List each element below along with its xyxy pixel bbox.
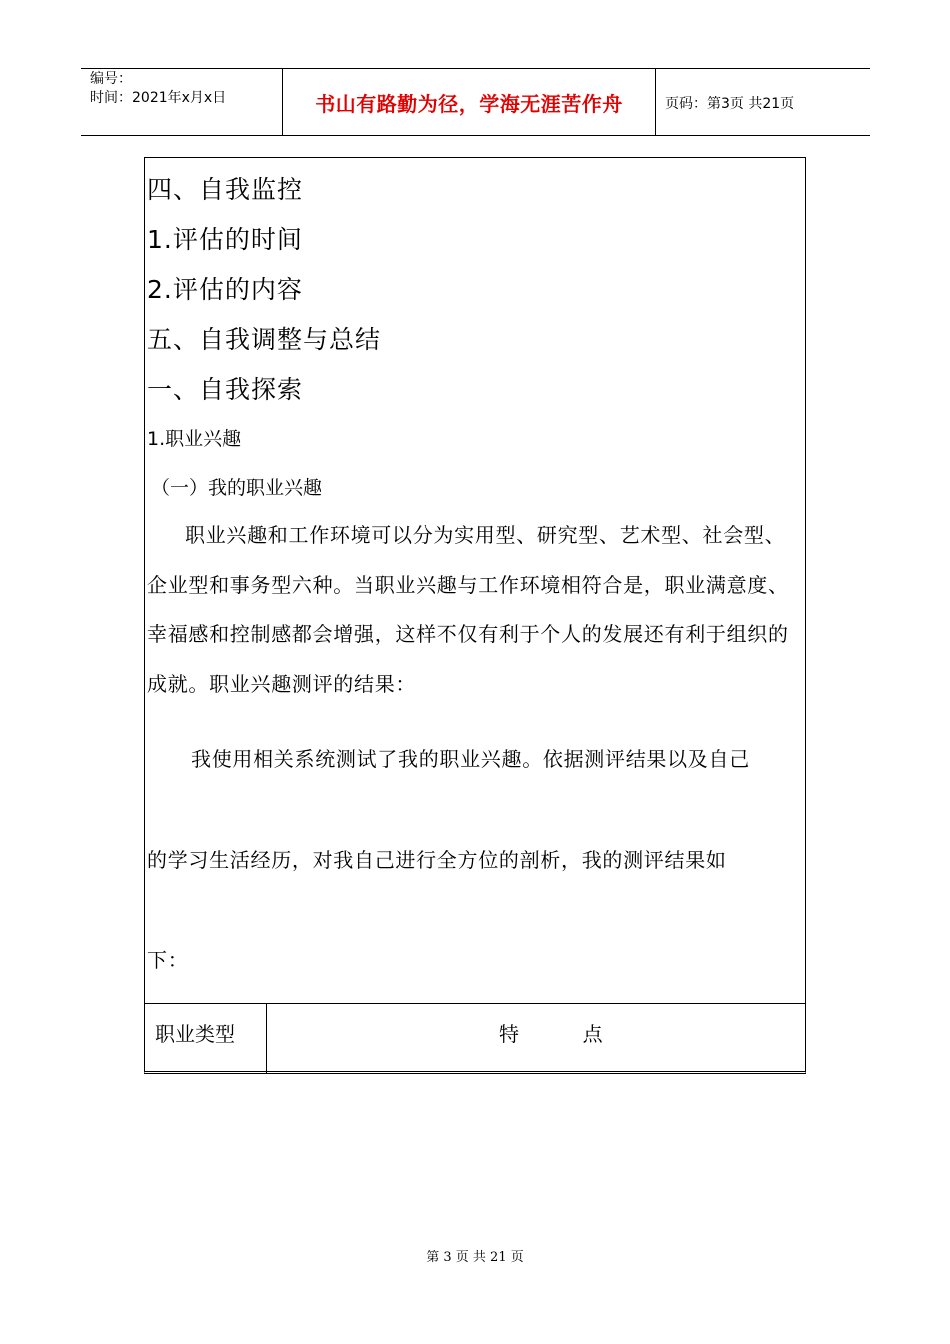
heading-career-interest: 1.职业兴趣: [147, 428, 242, 450]
header-divider-right: [655, 68, 656, 136]
document-time-label: 时间：2021年x月x日: [90, 90, 227, 106]
paragraph-result-line-2: 的学习生活经历，对我自己进行全方位的剖析，我的测评结果如: [147, 848, 727, 872]
heading-self-adjust: 五、自我调整与总结: [147, 325, 382, 354]
heading-self-explore: 一、自我探索: [147, 375, 304, 404]
heading-my-career-interest: （一）我的职业兴趣: [151, 477, 323, 499]
paragraph-interest-intro: 职业兴趣和工作环境可以分为实用型、研究型、艺术型、社会型、企业型和事务型六种。当职业兴趣与工作环境相符合是，职业满意度、幸福感和控制感都会增强，这样不仅有利于个人的发展还有利于组织的成就。职业兴趣测评的结果：: [147, 523, 789, 696]
header-bottom-rule: [81, 135, 870, 136]
paragraph-result-line-3: 下：: [147, 948, 189, 972]
table-header-career-type: 职业类型: [155, 1022, 235, 1046]
header-motto: 书山有路勤为径，学海无涯苦作舟: [315, 92, 623, 116]
table-column-divider: [266, 1003, 267, 1073]
table-header-features: 特 点: [499, 1022, 603, 1046]
header-page-info: 页码：第3页 共21页: [665, 96, 795, 112]
header-top-rule: [81, 68, 870, 69]
heading-self-monitor: 四、自我监控: [147, 175, 304, 204]
page-footer: 第 3 页 共 21 页: [426, 1250, 524, 1265]
header-meta: [90, 70, 280, 108]
paragraph-result-line-1: 我使用相关系统测试了我的职业兴趣。依据测评结果以及自己: [191, 747, 750, 771]
heading-eval-content: 2.评估的内容: [147, 275, 303, 304]
table-top-rule: [144, 1003, 806, 1004]
heading-eval-time: 1.评估的时间: [147, 225, 303, 254]
document-number-label: 编号：: [90, 71, 132, 87]
